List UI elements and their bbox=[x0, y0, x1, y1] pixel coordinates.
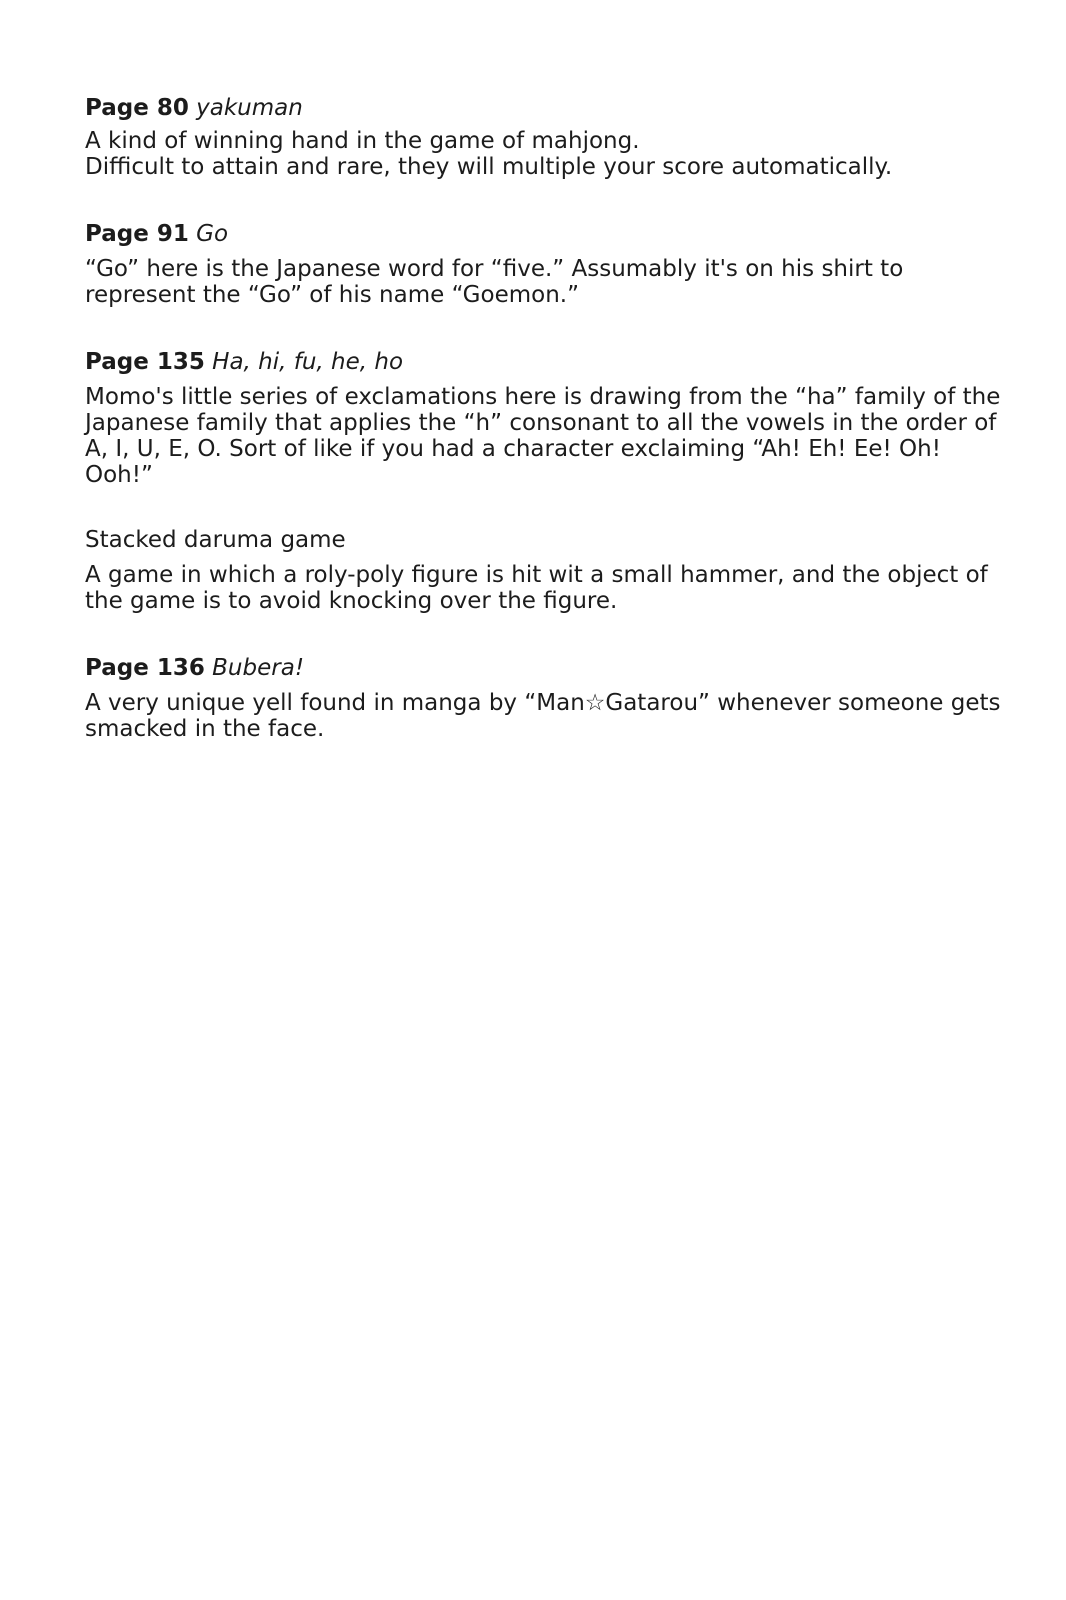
definition-line: “Go” here is the Japanese word for “five.” Assumably it's on his shirt to represent the “Go” of his name “Goemon.” bbox=[85, 256, 904, 308]
page-label: Page 136 bbox=[85, 655, 205, 681]
page-label: Page 135 bbox=[85, 349, 205, 375]
page-label: Page 80 bbox=[85, 95, 189, 121]
page-label: Page 91 bbox=[85, 221, 189, 247]
term: Go bbox=[196, 221, 229, 247]
glossary-page bbox=[85, 94, 1015, 742]
definition-line: Momo's little series of exclamations here is drawing from the “ha” family of the Japanese family that applies the “h” consonant to all the vowels in the order of A, I, U, E, O. Sort of like if you had a character exclaiming “Ah! Eh! Ee! Oh! Ooh!” bbox=[85, 384, 1001, 488]
entry-definition bbox=[85, 562, 1015, 614]
entry-definition bbox=[85, 128, 1015, 180]
entry-heading bbox=[85, 94, 1015, 122]
entry-heading bbox=[85, 348, 1015, 376]
glossary-entry-page-135 bbox=[85, 348, 1015, 488]
entry-heading bbox=[85, 220, 1015, 248]
glossary-entry-page-136 bbox=[85, 654, 1015, 742]
entry-definition bbox=[85, 256, 1015, 308]
definition-line: A kind of winning hand in the game of mahjong. bbox=[85, 128, 640, 154]
entry-definition bbox=[85, 690, 1015, 742]
entry-heading bbox=[85, 526, 1015, 554]
definition-line: Difficult to attain and rare, they will multiple your score automatically. bbox=[85, 154, 893, 180]
glossary-entry-stacked-daruma bbox=[85, 526, 1015, 614]
entry-definition bbox=[85, 384, 1015, 488]
glossary-entry-page-91 bbox=[85, 220, 1015, 308]
definition-line: A very unique yell found in manga by “Man☆Gatarou” whenever someone gets smacked in the face. bbox=[85, 690, 1001, 742]
term: Stacked daruma game bbox=[85, 527, 346, 553]
entry-heading bbox=[85, 654, 1015, 682]
glossary-entry-page-80 bbox=[85, 94, 1015, 180]
term: Ha, hi, fu, he, ho bbox=[212, 349, 404, 375]
term: Bubera! bbox=[212, 655, 305, 681]
term: yakuman bbox=[196, 95, 303, 121]
definition-line: A game in which a roly-poly figure is hit wit a small hammer, and the object of the game is to avoid knocking over the figure. bbox=[85, 562, 988, 614]
